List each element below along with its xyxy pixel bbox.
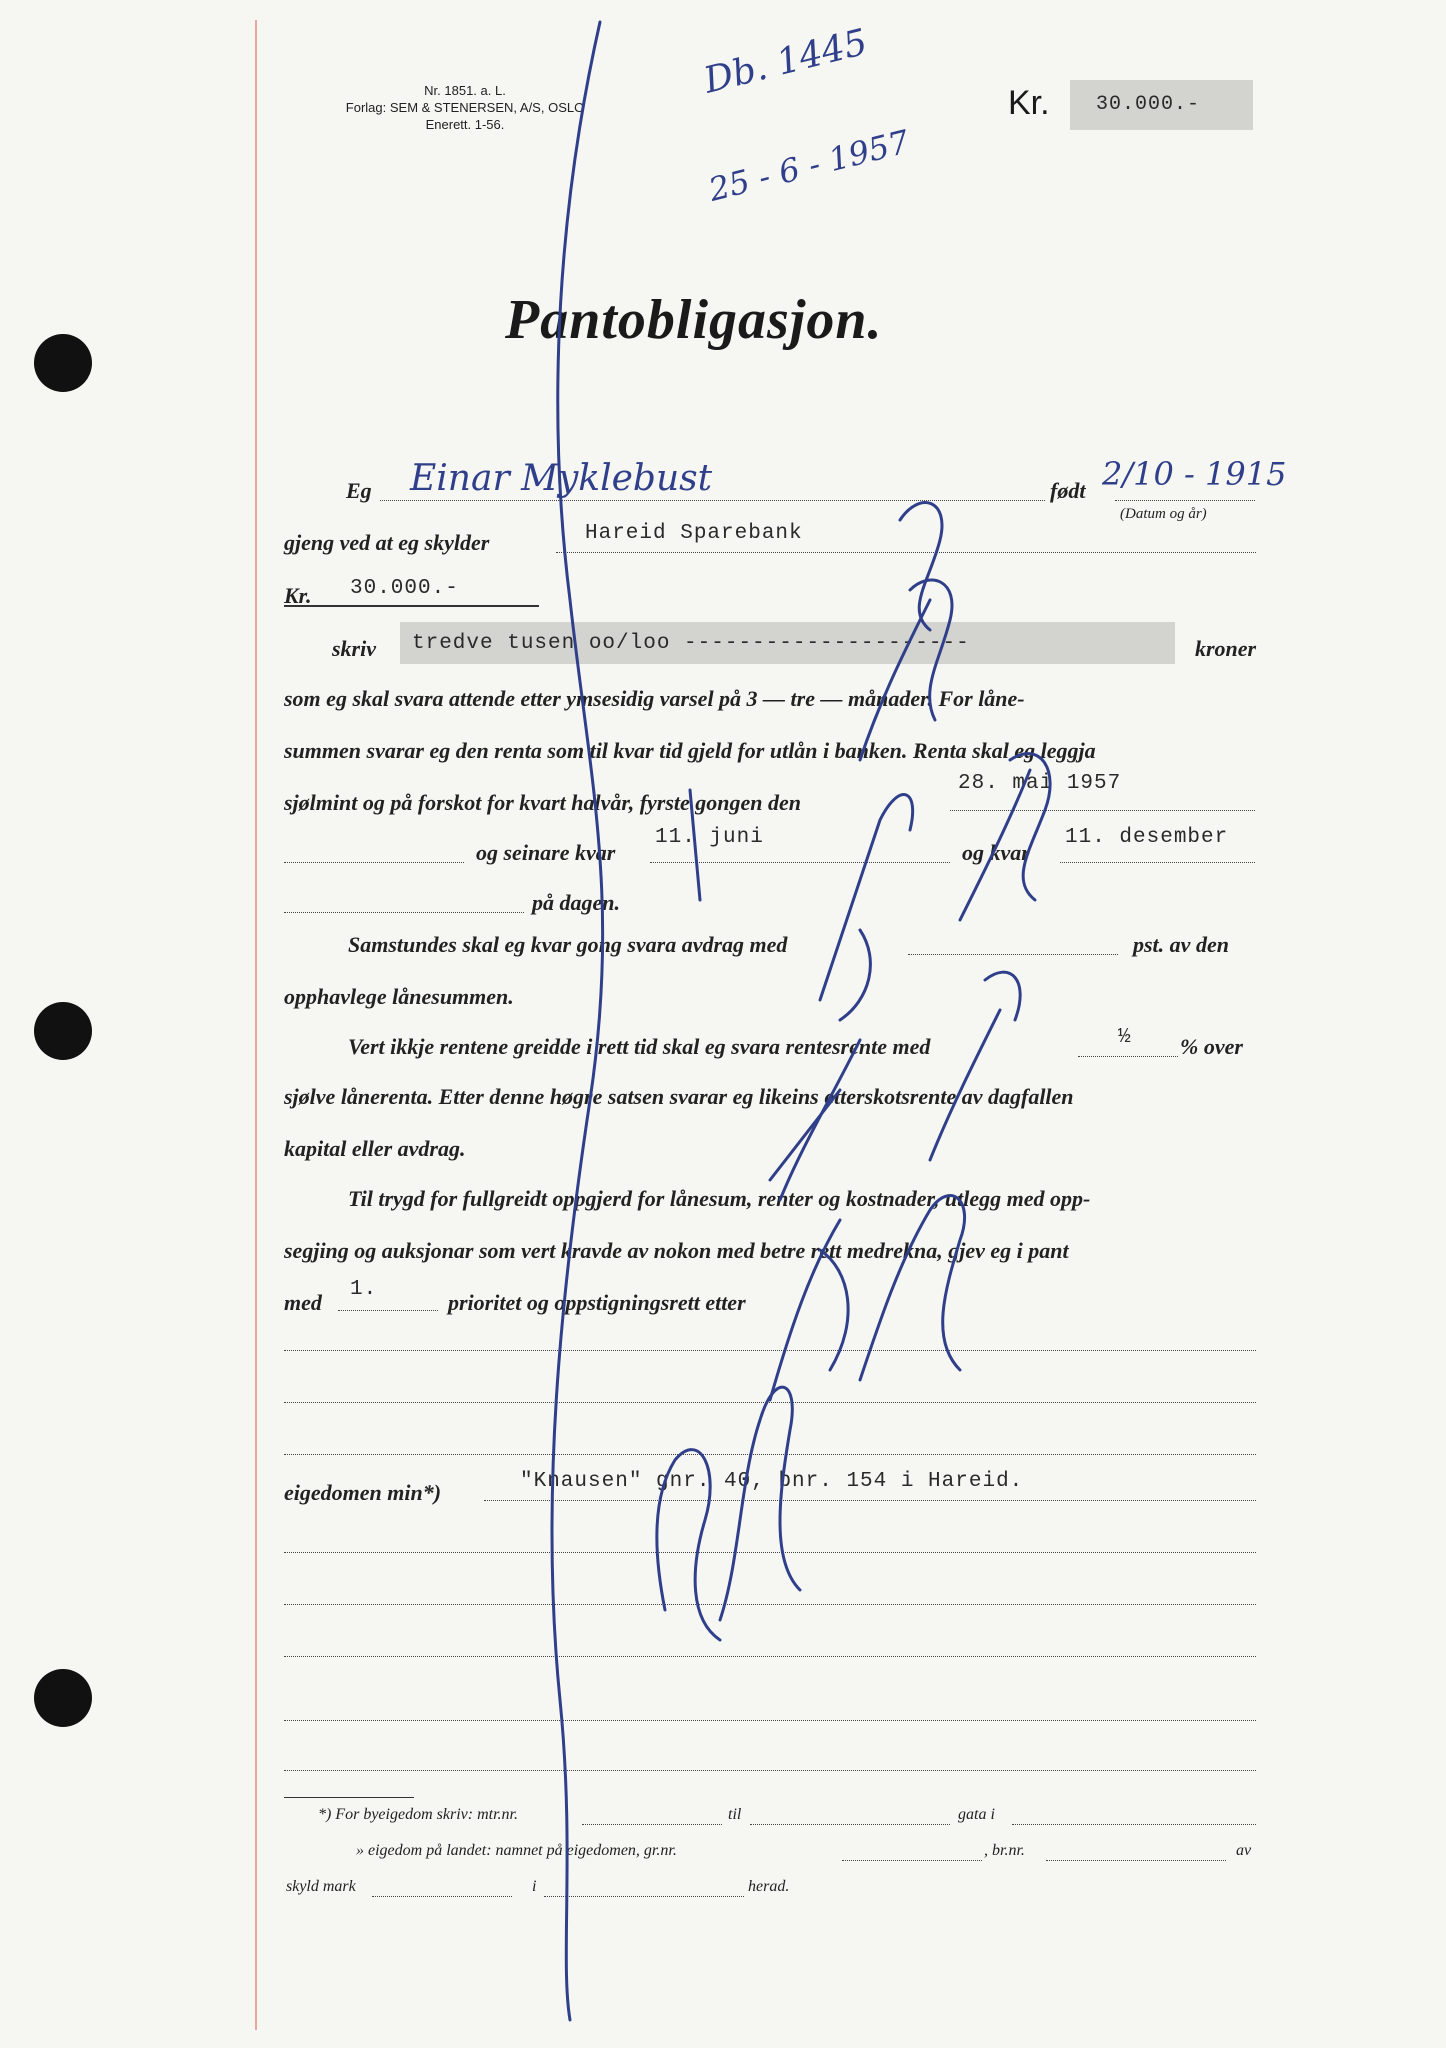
- creditor-name: Hareid Sparebank: [585, 522, 803, 545]
- fodt-label: født: [1050, 478, 1086, 503]
- date-a: 11. juni: [655, 826, 764, 849]
- amount-words: tredve tusen oo/loo ---------------------: [412, 632, 970, 655]
- vert-line-1a: Vert ikkje rentene greidde i rett tid skal eg svara rentesrente med: [348, 1034, 931, 1059]
- publisher-line-2: Forlag: SEM & STENERSEN, A/S, OSLO: [345, 100, 585, 115]
- footnote-l2-a: » eigedom på landet: namnet på eigedomen, gr.nr.: [356, 1842, 677, 1859]
- footnote-l3-c: herad.: [748, 1878, 790, 1895]
- prioritet-label: prioritet og oppstigningsrett etter: [448, 1290, 746, 1315]
- amount-box-value: 30.000.-: [1096, 93, 1201, 116]
- med-label: med: [284, 1290, 322, 1315]
- trygd-line-2: segjing og auksjonar som vert kravde av nokon med betre rett medrekna, gjev eg i pant: [284, 1238, 1069, 1263]
- terms-line-2: summen svarar eg den renta som til kvar tid gjeld for utlån i banken. Renta skal eg leggja: [284, 738, 1096, 763]
- publisher-line-3: Enerett. 1-56.: [425, 117, 505, 132]
- amount-box-label: Kr.: [1008, 84, 1050, 122]
- kr-value: 30.000.-: [350, 577, 459, 600]
- eg-label: Eg: [346, 478, 372, 503]
- eigedom-label: eigedomen min*): [284, 1480, 442, 1505]
- prioritet-value: 1.: [350, 1278, 378, 1301]
- footnote-l3-b: i: [532, 1878, 537, 1895]
- vert-line-1b: % over: [1180, 1034, 1243, 1059]
- rente-pct: ½: [1118, 1026, 1132, 1049]
- skylder-label: gjeng ved at eg skylder: [284, 530, 490, 555]
- kr-label: Kr.: [284, 583, 312, 608]
- datum-hint: (Datum og år): [1120, 506, 1207, 522]
- first-date: 28. mai 1957: [958, 772, 1122, 795]
- skriv-label: skriv: [332, 636, 376, 661]
- kroner-label: kroner: [1195, 636, 1257, 661]
- document-title: Pantobligasjon.: [505, 289, 883, 351]
- registration-ref: Db. 1445: [700, 21, 872, 102]
- property-description: "Knausen" gnr. 40, bnr. 154 i Hareid.: [520, 1470, 1024, 1493]
- footnote-l2-c: av: [1236, 1842, 1252, 1859]
- debtor-name: Einar Myklebust: [410, 458, 713, 499]
- date-b: 11. desember: [1065, 826, 1229, 849]
- vert-line-3: kapital eller avdrag.: [284, 1136, 466, 1161]
- registration-date: 25 - 6 - 1957: [705, 122, 913, 209]
- terms-line-3: sjølmint og på forskot for kvart halvår, fyrste gongen den: [284, 790, 802, 815]
- trygd-line-1: Til trygd for fullgreidt oppgjerd for lånesum, renter og kostnader, utlegg med opp-: [348, 1186, 1091, 1211]
- seinare-label: og seinare kvar: [476, 840, 616, 865]
- footnote-l1-a: *) For byeigedom skriv: mtr.nr.: [318, 1806, 518, 1823]
- og-kvar-label: og kvar: [962, 840, 1030, 865]
- terms-line-1: som eg skal svara attende etter ymsesidig varsel på 3 — tre — månader. For låne-: [284, 686, 1025, 711]
- footnote-l2-b: , br.nr.: [984, 1842, 1025, 1859]
- paa-dagen: på dagen.: [532, 890, 620, 915]
- pst-label: pst. av den: [1133, 932, 1229, 957]
- footnote-l1-b: til: [728, 1806, 742, 1823]
- footnote-l3-a: skyld mark: [286, 1878, 356, 1895]
- publisher-line-1: Nr. 1851. a. L.: [424, 83, 506, 98]
- footnote-l1-c: gata i: [958, 1806, 995, 1823]
- opphavlege-text: opphavlege lånesummen.: [284, 984, 514, 1009]
- vert-line-2: sjølve lånerenta. Etter denne høgre satsen svarar eg likeins etterskotsrente av dagfallen: [284, 1084, 1074, 1109]
- samstundes-text: Samstundes skal eg kvar gong svara avdrag med: [348, 932, 788, 957]
- birth-date: 2/10 - 1915: [1102, 455, 1287, 493]
